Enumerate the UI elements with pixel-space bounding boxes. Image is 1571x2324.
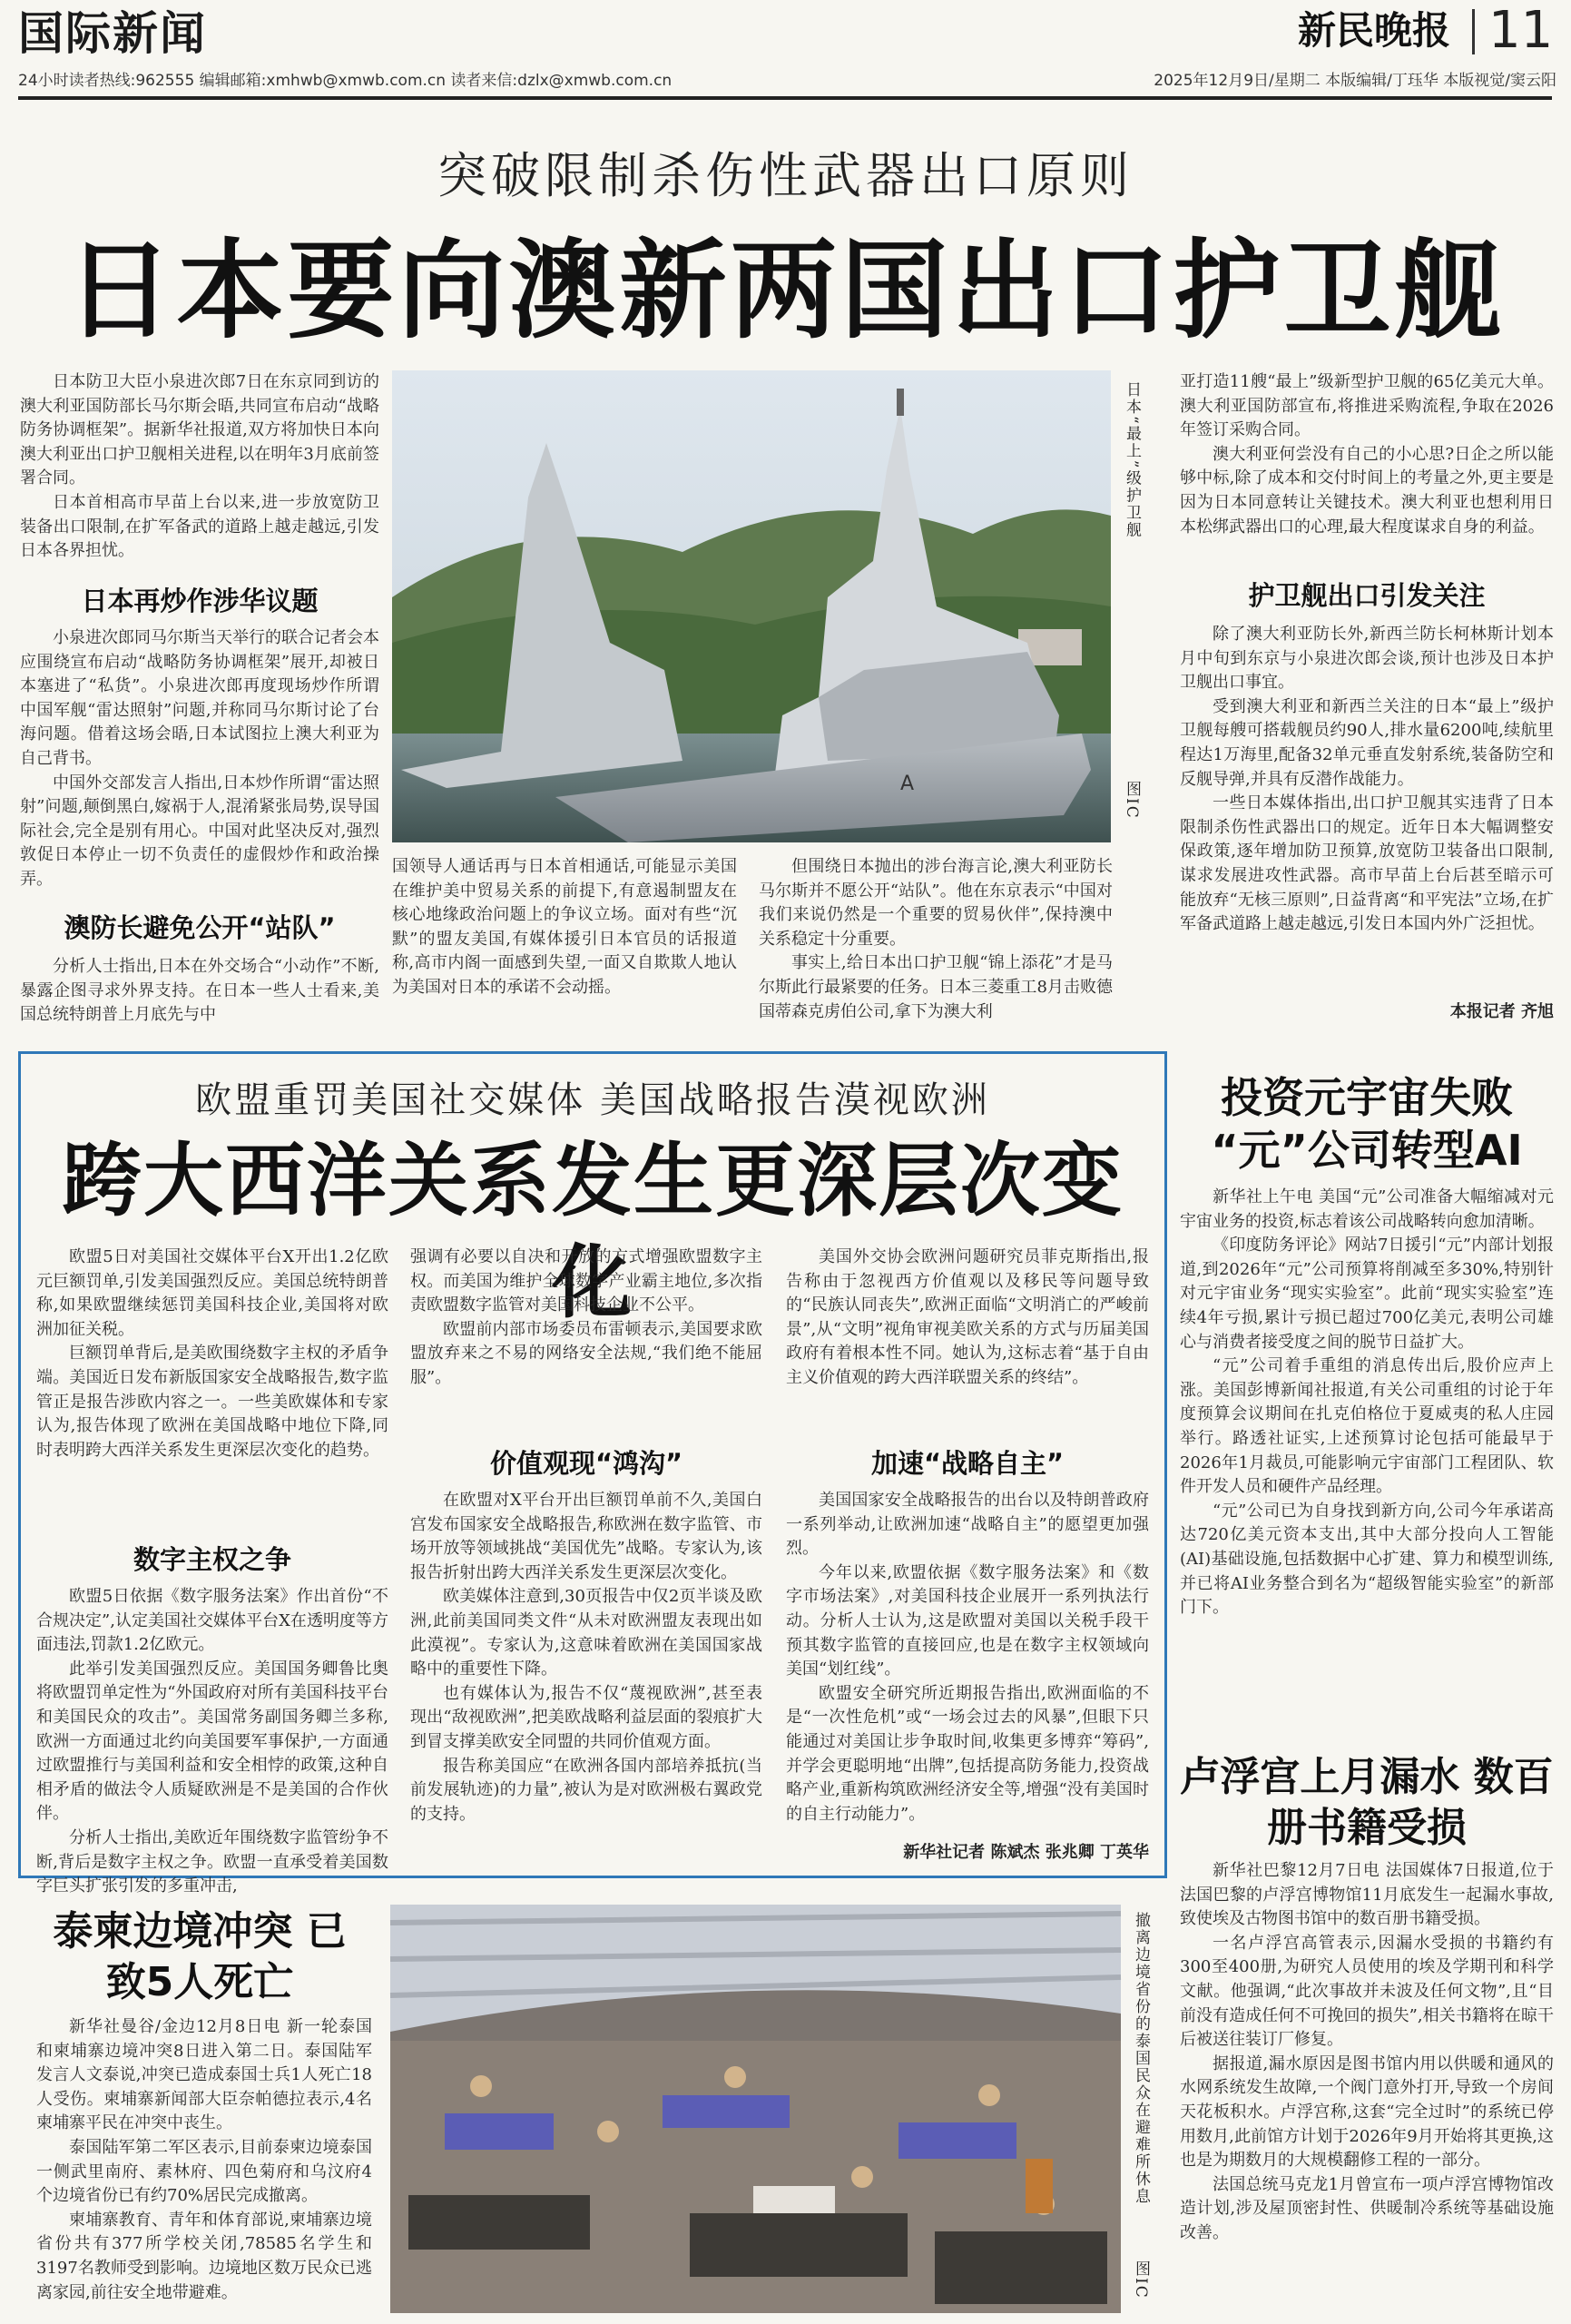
date-line: 2025年12月9日/星期二 本版编辑/丁珏华 本版视觉/窦云阳: [1154, 72, 1556, 90]
a2-col1a: 欧盟5日对美国社交媒体平台X开出1.2亿欧元巨额罚单,引发美国强烈反应。美国总统特朗普称,如果欧盟继续惩罚美国科技企业,美国将对欧洲加征关税。 巨额罚单背后,是美欧围绕数字主权的矛盾争端。美国近日发布新版国家安全战略报告,数字监管正是报告涉欧内容之一。一些美欧媒体和专家认为,报告体现了欧洲在美国战略中地位下降,同时表明跨大西洋关系发生更深层次变化的趋势。: [36, 1247, 388, 1460]
a1-col3: 但围绕日本抛出的涉台海言论,澳大利亚防长马尔斯并不愿公开“站队”。他在东京表示“中国对我们来说仍然是一个重要的贸易伙伴”,保持澳中关系稳定十分重要。 事实上,给日本出口护卫舰“锦上添花”才是马尔斯此行最紧要的任务。日本三菱重工8月击败德国蒂森克虏伯公司,拿下为澳大利: [759, 857, 1113, 1021]
frigate-photo-credit: 图IC: [1123, 781, 1141, 820]
a3-headline: 投资元宇宙失败 “元”公司转型AI: [1211, 1073, 1523, 1175]
a4-body: 新华社巴黎12月7日电 法国媒体7日报道,位于法国巴黎的卢浮宫博物馆11月底发生一起漏水事故,致使埃及古物图书馆中的数百册书籍受损。 一名卢浮宫高管表示,因漏水受损的书籍约有300至400册,为研究人员使用的埃及学期刊和科学文献。他强调,“此次事故并未波及任何文物”,且“目前没有造成任何不可挽回的损失”,相关书籍将在晾干后被送往装订厂修复。 据报道,漏水原因是图书馆内用以供暖和通风的水网系统发生故障,一个阀门意外打开,导致一个房间天花板积水。卢浮宫称,这套“完全过时”的系统已停用数月,此前馆方计划于2026年9月开始将其更换,这也是为期数月的大规模翻修工程的一部分。 法国总统马克龙1月曾宣布一项卢浮宫博物馆改造计划,涉及屋顶密封性、供暖制冷系统等基础设施改善。: [1180, 1861, 1554, 2242]
a1-subhead-2: 澳防长避免公开“站队”: [64, 912, 336, 943]
a2-col2a: 强调有必要以自决和开放的方式增强欧盟数字主权。而美国为维护全球数字产业霸主地位,多次指责欧盟数字监管对美国科技企业不公平。 欧盟前内部市场委员布雷顿表示,美国要求欧盟放弃来之不易的网络安全法规,“我们绝不能屈服”。: [410, 1247, 762, 1387]
masthead-rule: [18, 96, 1552, 100]
a2-subhead-2: 价值观现“鸿沟”: [489, 1448, 683, 1479]
a1-kicker: 突破限制杀伤性武器出口原则: [437, 147, 1134, 204]
frigate-illustration: [392, 370, 1111, 842]
a4-headline: 卢浮宫上月漏水 数百册书籍受损: [1180, 1754, 1554, 1851]
a1-col2: 国领导人通话再与日本首相通话,可能显示美国在维护美中贸易关系的前提下,有意遏制盟友在核心地缘政治问题上的争议立场。面对有些“沉默”的盟友美国,有媒体援引日本官员的话报道称,高市内阁一面感到失望,一面又自欺欺人地认为美国对日本的承诺不会动摇。: [392, 857, 737, 997]
a2-kicker: 欧盟重罚美国社交媒体 美国战略报告漠视欧洲: [195, 1079, 990, 1121]
a1-col1b: 小泉进次郎同马尔斯当天举行的联合记者会本应围绕宣布启动“战略防务协调框架”展开,却被日本塞进了“私货”。小泉进次郎再度现场炒作所谓中国军舰“雷达照射”问题,并称同马尔斯讨论了台海问题。借着这场会晤,日本试图拉上澳大利亚为自己背书。 中国外交部发言人指出,日本炒作所谓“雷达照射”问题,颠倒黑白,嫁祸于人,混淆紧张局势,误导国际社会,完全是别有用心。中国对此坚决反对,强烈敦促日本停止一切不负责任的虚假炒作和政治操弄。: [20, 628, 379, 889]
a1-col4a: 亚打造11艘“最上”级新型护卫舰的65亿美元大单。澳大利亚国防部宣布,将推进采购流程,争取在2026年签订采购合同。 澳大利亚何尝没有自己的小心思?日企之所以能够中标,除了成本和交付时间上的考量之外,更主要是因为日本同意转让关键技术。澳大利亚也想利用日本松绑武器出口的心理,最大程度谋求自身的利益。: [1180, 372, 1554, 537]
a2-col3a: 美国外交协会欧洲问题研究员菲克斯指出,报告称由于忽视西方价值观以及移民等问题导致的“民族认同丧失”,欧洲正面临“文明消亡的严峻前景”,从“文明”视角审视美欧关系的方式与历届美国政府有着根本性不同。她认为,这标志着“基于自由主义价值观的跨大西洋联盟关系的终结”。: [786, 1247, 1149, 1387]
page-number: 11: [1488, 1, 1554, 60]
frigate-photo-caption: 日本“最上”级护卫舰: [1123, 381, 1141, 539]
a2-subhead-1: 数字主权之争: [133, 1544, 291, 1575]
paper-name: 新民晚报: [1298, 8, 1451, 53]
reader-hotline: 24小时读者热线:962555 编辑邮箱:xmhwb@xmwb.com.cn 读者来信:dzlx@xmwb.com.cn: [18, 72, 673, 90]
a2-subhead-3: 加速“战略自主”: [870, 1448, 1065, 1479]
svg-text:A: A: [900, 773, 915, 795]
a1-subhead-3: 护卫舰出口引发关注: [1248, 580, 1486, 611]
a1-subhead-1: 日本再炒作涉华议题: [81, 586, 319, 616]
a1-byline: 本报记者 齐旭: [1449, 1002, 1554, 1021]
a2-col1b: 欧盟5日依据《数字服务法案》作出首份“不合规决定”,认定美国社交媒体平台X在透明度等方面违法,罚款1.2亿欧元。 此举引发美国强烈反应。美国国务卿鲁比奥将欧盟罚单定性为“外国政府对所有美国科技平台和美国民众的攻击”。美国常务副国务卿兰多称,欧洲一方面通过北约向美国要军事保护,一方面通过欧盟推行与美国利益和安全相悖的政策,这种自相矛盾的做法令人质疑欧洲是不是美国的合作伙伴。 分析人士指出,美欧近年围绕数字监管纷争不断,背后是数字主权之争。欧盟一直承受着美国数字巨头扩张引发的多重冲击,: [36, 1587, 388, 1896]
evacuees-illustration: [390, 1905, 1121, 2313]
evacuees-photo: [390, 1905, 1121, 2313]
a1-headline: 日本要向澳新两国出口护卫舰: [65, 228, 1506, 353]
evacuees-photo-caption: 撤离边境省份的泰国民众在避难所休息: [1132, 1912, 1150, 2205]
a2-col3b: 美国国家安全战略报告的出台以及特朗普政府一系列举动,让欧洲加速“战略自主”的愿望更加强烈。 今年以来,欧盟依据《数字服务法案》和《数字市场法案》,对美国科技企业展开一系列执法行动。分析人士认为,这是欧盟对美国以关税手段干预其数字监管的直接回应,也是在数字主权领域向美国“划红线”。 欧盟安全研究所近期报告指出,欧洲面临的不是“一次性危机”或“一场会过去的风暴”,但眼下只能通过对美国让步争取时间,收集更多博弈“筹码”,并学会更聪明地“出牌”,包括提高防务能力,投资战略产业,重新构筑欧洲经济安全等,增强“没有美国时的自主行动能力”。: [786, 1491, 1149, 1824]
a2-col2b: 在欧盟对X平台开出巨额罚单前不久,美国白宫发布国家安全战略报告,称欧洲在数字监管、市场开放等领域挑战“美国优先”战略。专家认为,该报告折射出跨大西洋关系发生更深层次变化。 欧美媒体注意到,30页报告中仅2页半谈及欧洲,此前美国同类文件“从未对欧洲盟友表现出如此漠视”。专家认为,这意味着欧洲在美国国家战略中的重要性下降。 也有媒体认为,报告不仅“蔑视欧洲”,甚至表现出“敌视欧洲”,把美欧战略利益层面的裂痕扩大到冒支撑美欧安全同盟的共同价值观方面。 报告称美国应“在欧洲各国内部培养抵抗(当前发展轨迹)的力量”,被认为是对欧洲极右翼政党的支持。: [410, 1491, 762, 1824]
a1-col1c: 分析人士指出,日本在外交场合“小动作”不断,暴露企图寻求外界支持。在日本一些人士看来,美国总统特朗普上月底先与中: [20, 957, 379, 1025]
a2-byline: 新华社记者 陈斌杰 张兆卿 丁英华: [903, 1843, 1149, 1862]
evacuees-photo-credit: 图IC: [1132, 2260, 1150, 2299]
a5-body: 新华社曼谷/金边12月8日电 新一轮泰国和柬埔寨边境冲突8日进入第二日。泰国陆军发言人文泰说,冲突已造成泰国士兵1人死亡18人受伤。柬埔寨新闻部大臣奈帕德拉表示,4名柬埔寨平民在冲突中丧生。 泰国陆军第二军区表示,目前泰柬边境泰国一侧武里南府、素林府、四色菊府和乌汶府4个边境省份已有约70%居民完成撤离。 柬埔寨教育、青年和体育部说,柬埔寨边境省份共有377所学校关闭,78585名学生和3197名教师受到影响。边境地区数万民众已逃离家园,前往安全地带避难。: [36, 2017, 372, 2302]
header-divider: [1472, 9, 1475, 54]
frigate-photo: [392, 370, 1111, 842]
a5-headline: 泰柬边境冲突 已致5人死亡: [53, 1908, 347, 2005]
a1-col1a: 日本防卫大臣小泉进次郎7日在东京同到访的澳大利亚国防部长马尔斯会晤,共同宣布启动“战略防务协调框架”。据新华社报道,双方将加快日本向澳大利亚出口护卫舰相关进程,以在明年3月底前签署合同。 日本首相高市早苗上台以来,进一步放宽防卫装备出口限制,在扩军备武的道路上越走越远,引发日本各界担忧。: [20, 372, 379, 561]
a1-col4b: 除了澳大利亚防长外,新西兰防长柯林斯计划本月中旬到东京与小泉进次郎会谈,预计也涉及日本护卫舰出口事宜。 受到澳大利亚和新西兰关注的日本“最上”级护卫舰每艘可搭载舰员约90人,排水量6200吨,续航里程达1万海里,配备32单元垂直发射系统,装备防空和反舰导弹,并具有反潜作战能力。 一些日本媒体指出,出口护卫舰其实违背了日本限制杀伤性武器出口的规定。近年日本大幅调整安保政策,逐年增加防卫预算,放宽防卫装备出口限制,谋求发展进攻性武器。高市早苗上台后甚至暗示可能放弃“无核三原则”,日益背离“和平宪法”立场,在扩军备武道路上越走越远,引发日本国内外广泛担忧。: [1180, 625, 1554, 934]
a2-headline: 跨大西洋关系发生更深层次变化: [61, 1133, 1124, 1329]
a3-body: 新华社上午电 美国“元”公司准备大幅缩减对元宇宙业务的投资,标志着该公司战略转向愈加清晰。 《印度防务评论》网站7日援引“元”内部计划报道,到2026年“元”公司预算将削减至多30%,特别针对元宇宙业务“现实实验室”。此前“现实实验室”连续4年亏损,累计亏损已超过700亿美元,表明公司雄心与消费者接受度之间的脱节日益扩大。 “元”公司着手重组的消息传出后,股价应声上涨。美国彭博新闻社报道,有关公司重组的讨论于年度预算会议期间在扎克伯格位于夏威夷的私人庄园举行。路透社证实,上述预算讨论包括可能最早于2026年1月裁员,可能影响元宇宙部门工程团队、软件开发人员和硬件产品经理。 “元”公司已为自身找到新方向,公司今年承诺高达720亿美元资本支出,其中大部分投向人工智能(AI)基础设施,包括数据中心扩建、算力和模型训练,并已将AI业务整合到名为“超级智能实验室”的新部门下。: [1180, 1187, 1554, 1618]
section-title: 国际新闻: [18, 7, 207, 60]
